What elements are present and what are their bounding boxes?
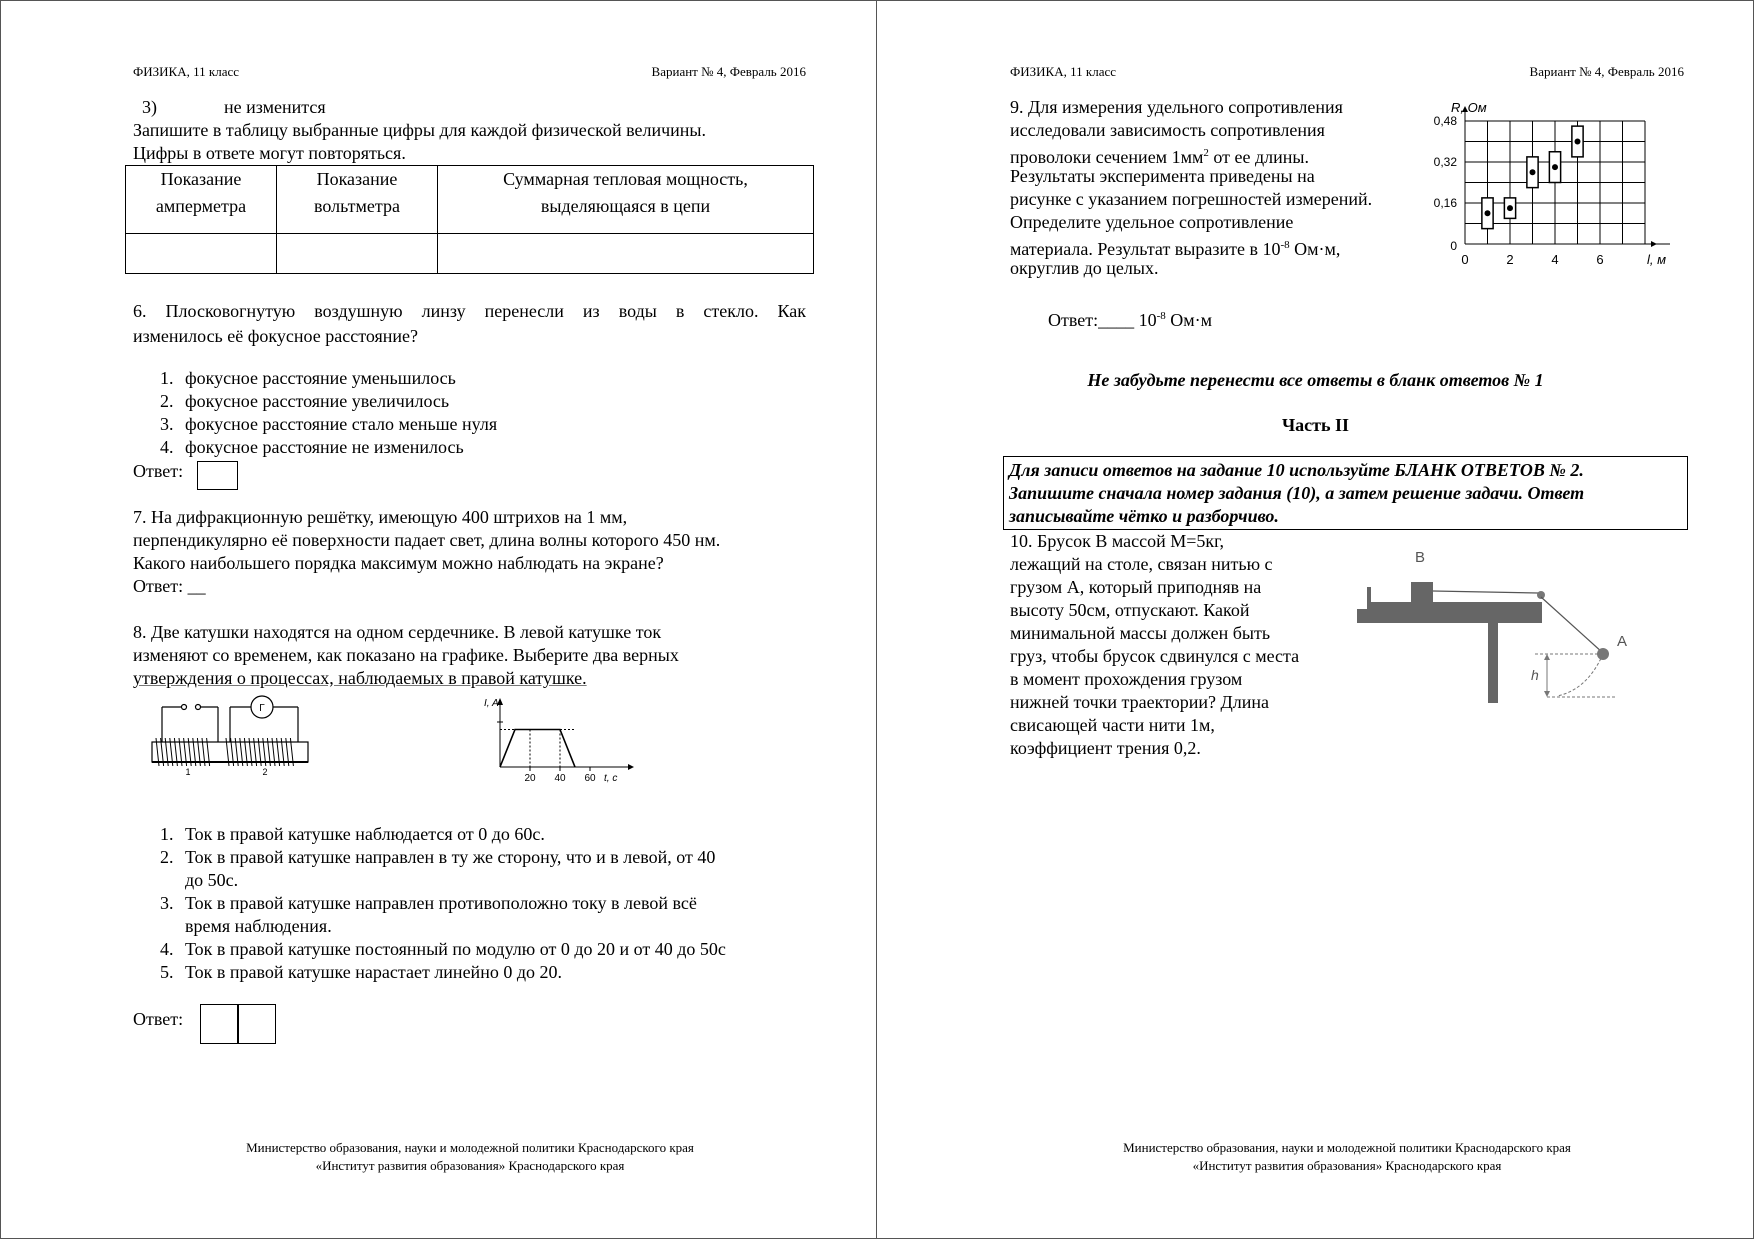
table-header-cell: Показание вольтметра: [277, 166, 438, 234]
table-stop: [1367, 587, 1371, 602]
q8-option-text: до 50с.: [185, 870, 239, 890]
y-axis-label: R, Ом: [1451, 100, 1487, 115]
q10-text-line: высоту 50см, отпускают. Какой: [1010, 600, 1250, 620]
q8-option-text: Ток в правой катушке наблюдается от 0 до 60с.: [185, 824, 545, 844]
table-answer-row: [126, 234, 814, 274]
header-variant: Вариант № 4, Февраль 2016: [1529, 64, 1684, 79]
q7-text-line2: перпендикулярно её поверхности падает свет, длина волны которого 450 нм.: [133, 530, 721, 550]
q8-option-num: 2.: [160, 847, 174, 867]
answer-cell-power[interactable]: [438, 234, 814, 274]
footer-line1: Министерство образования, науки и молодежной политики Краснодарского края: [246, 1140, 694, 1155]
data-point: [1530, 169, 1536, 175]
footer-line2: «Институт развития образования» Краснодарского края: [1192, 1158, 1502, 1173]
q8-text-line3: утверждения о процессах, наблюдаемых в правой катушке.: [133, 668, 587, 688]
terminal-icon: [182, 705, 187, 710]
answer-table: [125, 165, 814, 274]
q9-answer: Ответ:____ $10^{-8}$ Ом·м: [1048, 310, 1213, 330]
instruction-line: Для записи ответов на задание 10 используйте БЛАНК ОТВЕТОВ № 2.: [1009, 460, 1584, 480]
x-axis-label: t, c: [604, 773, 618, 784]
x-tick-label: 60: [584, 773, 596, 784]
q9-text-line: Результаты эксперимента приведены на: [1010, 166, 1315, 186]
q6-option-text: фокусное расстояние уменьшилось: [185, 368, 456, 388]
data-point: [1507, 205, 1513, 211]
footer: [1047, 1139, 1647, 1175]
q8-option-text: Ток в правой катушке нарастает линейно 0 до 20.: [185, 962, 562, 982]
x-axis-label: l, м: [1647, 252, 1667, 267]
q8-option-num: 4.: [160, 939, 174, 959]
q9-text-line3: проволоки сечением $1мм^2$ от ее длины.: [1010, 147, 1309, 167]
table-top: [1367, 602, 1542, 609]
table-leg: [1488, 623, 1498, 703]
data-point: [1552, 164, 1558, 170]
q6-answer-label: Ответ:: [133, 461, 184, 481]
arrow-down-icon: [1544, 691, 1550, 697]
instruction-line: записывайте чётко и разборчиво.: [1009, 506, 1279, 526]
y-tick-label: 0,48: [1433, 114, 1457, 128]
q6-text-line1: 6. Плосковогнутую воздушную линзу перенесли из воды в стекло. Как: [133, 301, 806, 321]
coil-label-2: 2: [262, 767, 268, 777]
q10-text-line: лежащий на столе, связан нитью с: [1010, 554, 1273, 574]
coil-label-1: 1: [185, 767, 191, 777]
reminder: Не забудьте перенести все ответы в бланк ответов № 1: [1087, 370, 1544, 390]
footer-line2: «Институт развития образования» Краснодарского края: [315, 1158, 625, 1173]
q6-answer-box[interactable]: [197, 461, 238, 490]
q8-option-num: 1.: [160, 824, 174, 844]
footer: [170, 1139, 770, 1175]
part-title: Часть II: [1281, 415, 1350, 435]
item3-number: 3): [142, 97, 157, 117]
y-tick-label: 0: [1450, 239, 1457, 253]
x-axis-arrow-icon: [628, 764, 634, 770]
x-tick-label: 40: [554, 773, 566, 784]
data-point: [1575, 139, 1581, 145]
q6-option-num: 1.: [160, 368, 174, 388]
header-subject: ФИЗИКА, 11 класс: [133, 64, 239, 79]
weight-figure: [1517, 580, 1637, 710]
q10-text-line: минимальной массы должен быть: [1010, 623, 1271, 643]
q9-text-line: Определите удельное сопротивление: [1010, 212, 1294, 232]
footer-line1: Министерство образования, науки и молодежной политики Краснодарского края: [1123, 1140, 1571, 1155]
table-header-cell: Показание амперметра: [126, 166, 277, 234]
q6-option-text: фокусное расстояние увеличилось: [185, 391, 450, 411]
header-subject: ФИЗИКА, 11 класс: [1010, 64, 1116, 79]
coils-figure: [150, 690, 320, 780]
terminal-icon: [196, 705, 201, 710]
q10-text-line: груз, чтобы брусок сдвинулся с места: [1010, 646, 1300, 666]
q7-text-line1: 7. На дифракционную решётку, имеющую 400 штрихов на 1 мм,: [133, 507, 628, 527]
item3-text: не изменится: [224, 97, 326, 117]
page-right: [877, 0, 1754, 1239]
x-tick-label: 0: [1461, 252, 1469, 267]
x-tick-label: 2: [1506, 252, 1514, 267]
y-tick-label: 0,16: [1433, 196, 1457, 210]
q9-text-line: исследовали зависимость сопротивления: [1010, 120, 1325, 140]
q9-text-line: рисунке с указанием погрешностей измерений.: [1010, 189, 1373, 209]
q8-answer-box-1[interactable]: [200, 1004, 239, 1044]
resistance-length-chart: [1433, 100, 1737, 304]
galvanometer-label: Г: [259, 703, 265, 714]
y-axis-label: I, A: [484, 698, 499, 709]
q6-option-num: 3.: [160, 414, 174, 434]
q7-text-line3: Какого наибольшего порядка максимум можно наблюдать на экране?: [133, 553, 664, 573]
q10-text-line: коэффициент трения 0,2.: [1010, 738, 1201, 758]
x-tick-label: 4: [1551, 252, 1559, 267]
instruction-line: Запишите сначала номер задания (10), а затем решение задачи. Ответ: [1009, 483, 1585, 503]
q10-text-line: 10. Брусок В массой М=5кг,: [1010, 531, 1224, 551]
q8-option-text: Ток в правой катушке постоянный по модулю от 0 до 20 и от 40 до 50с: [185, 939, 726, 959]
table-surface: [1357, 609, 1542, 623]
q6-option-text: фокусное расстояние не изменилось: [185, 437, 464, 457]
data-point: [1485, 210, 1491, 216]
q10-text-line: в момент прохождения грузом: [1010, 669, 1243, 689]
page-left: [0, 0, 876, 1239]
current-time-chart: [470, 690, 650, 785]
x-tick-label: 20: [524, 773, 536, 784]
q7-answer: Ответ: __: [133, 576, 206, 596]
q10-text-line: свисающей части нити 1м,: [1010, 715, 1215, 735]
x-axis-arrow-icon: [1651, 241, 1657, 247]
q9-text-line: 9. Для измерения удельного сопротивления: [1010, 97, 1343, 117]
arrow-up-icon: [1544, 654, 1550, 660]
table-instruction-1: Запишите в таблицу выбранные цифры для каждой физической величины.: [133, 120, 707, 140]
trajectory-arc: [1557, 654, 1603, 696]
q6-option-text: фокусное расстояние стало меньше нуля: [185, 414, 498, 434]
table-header-cell: Суммарная тепловая мощность, выделяющаяся в цепи: [438, 166, 814, 234]
block-b-icon: [1411, 582, 1433, 602]
q8-option-text: Ток в правой катушке направлен противоположно току в левой всё: [185, 893, 697, 913]
q8-option-text: Ток в правой катушке направлен в ту же сторону, что и в левой, от 40: [185, 847, 716, 867]
q8-option-num: 3.: [160, 893, 174, 913]
current-series-line: [500, 730, 575, 768]
q8-answer-label: Ответ:: [133, 1009, 184, 1029]
q8-text-line1: 8. Две катушки находятся на одном сердечнике. В левой катушке ток: [133, 622, 662, 642]
q10-text-line: нижней точки траектории? Длина: [1010, 692, 1270, 712]
q8-answer-box-2[interactable]: [237, 1004, 276, 1044]
label-h: h: [1531, 667, 1539, 683]
y-tick-label: 0,32: [1433, 155, 1457, 169]
q8-text-line2: изменяют со временем, как показано на графике. Выберите два верных: [133, 645, 679, 665]
answer-cell-ammeter[interactable]: [126, 234, 277, 274]
x-tick-label: 6: [1596, 252, 1604, 267]
q6-text-line2: изменилось её фокусное расстояние?: [133, 326, 419, 346]
label-b: B: [1415, 549, 1426, 566]
answer-cell-voltmeter[interactable]: [277, 234, 438, 274]
q6-option-num: 2.: [160, 391, 174, 411]
q9-text-line7: материала. Результат выразите в $10^{-8}$ Ом·м,: [1010, 239, 1341, 259]
label-a: A: [1617, 633, 1628, 650]
q10-text-line: грузом А, который приподняв на: [1010, 577, 1262, 597]
q8-option-text: время наблюдения.: [185, 916, 332, 936]
q9-text-line: округлив до целых.: [1010, 258, 1159, 278]
header-variant: Вариант № 4, Февраль 2016: [651, 64, 806, 79]
q6-option-num: 4.: [160, 437, 174, 457]
table-header-row: [126, 166, 814, 234]
table-instruction-2: Цифры в ответе могут повторяться.: [133, 143, 406, 163]
q8-option-num: 5.: [160, 962, 174, 982]
